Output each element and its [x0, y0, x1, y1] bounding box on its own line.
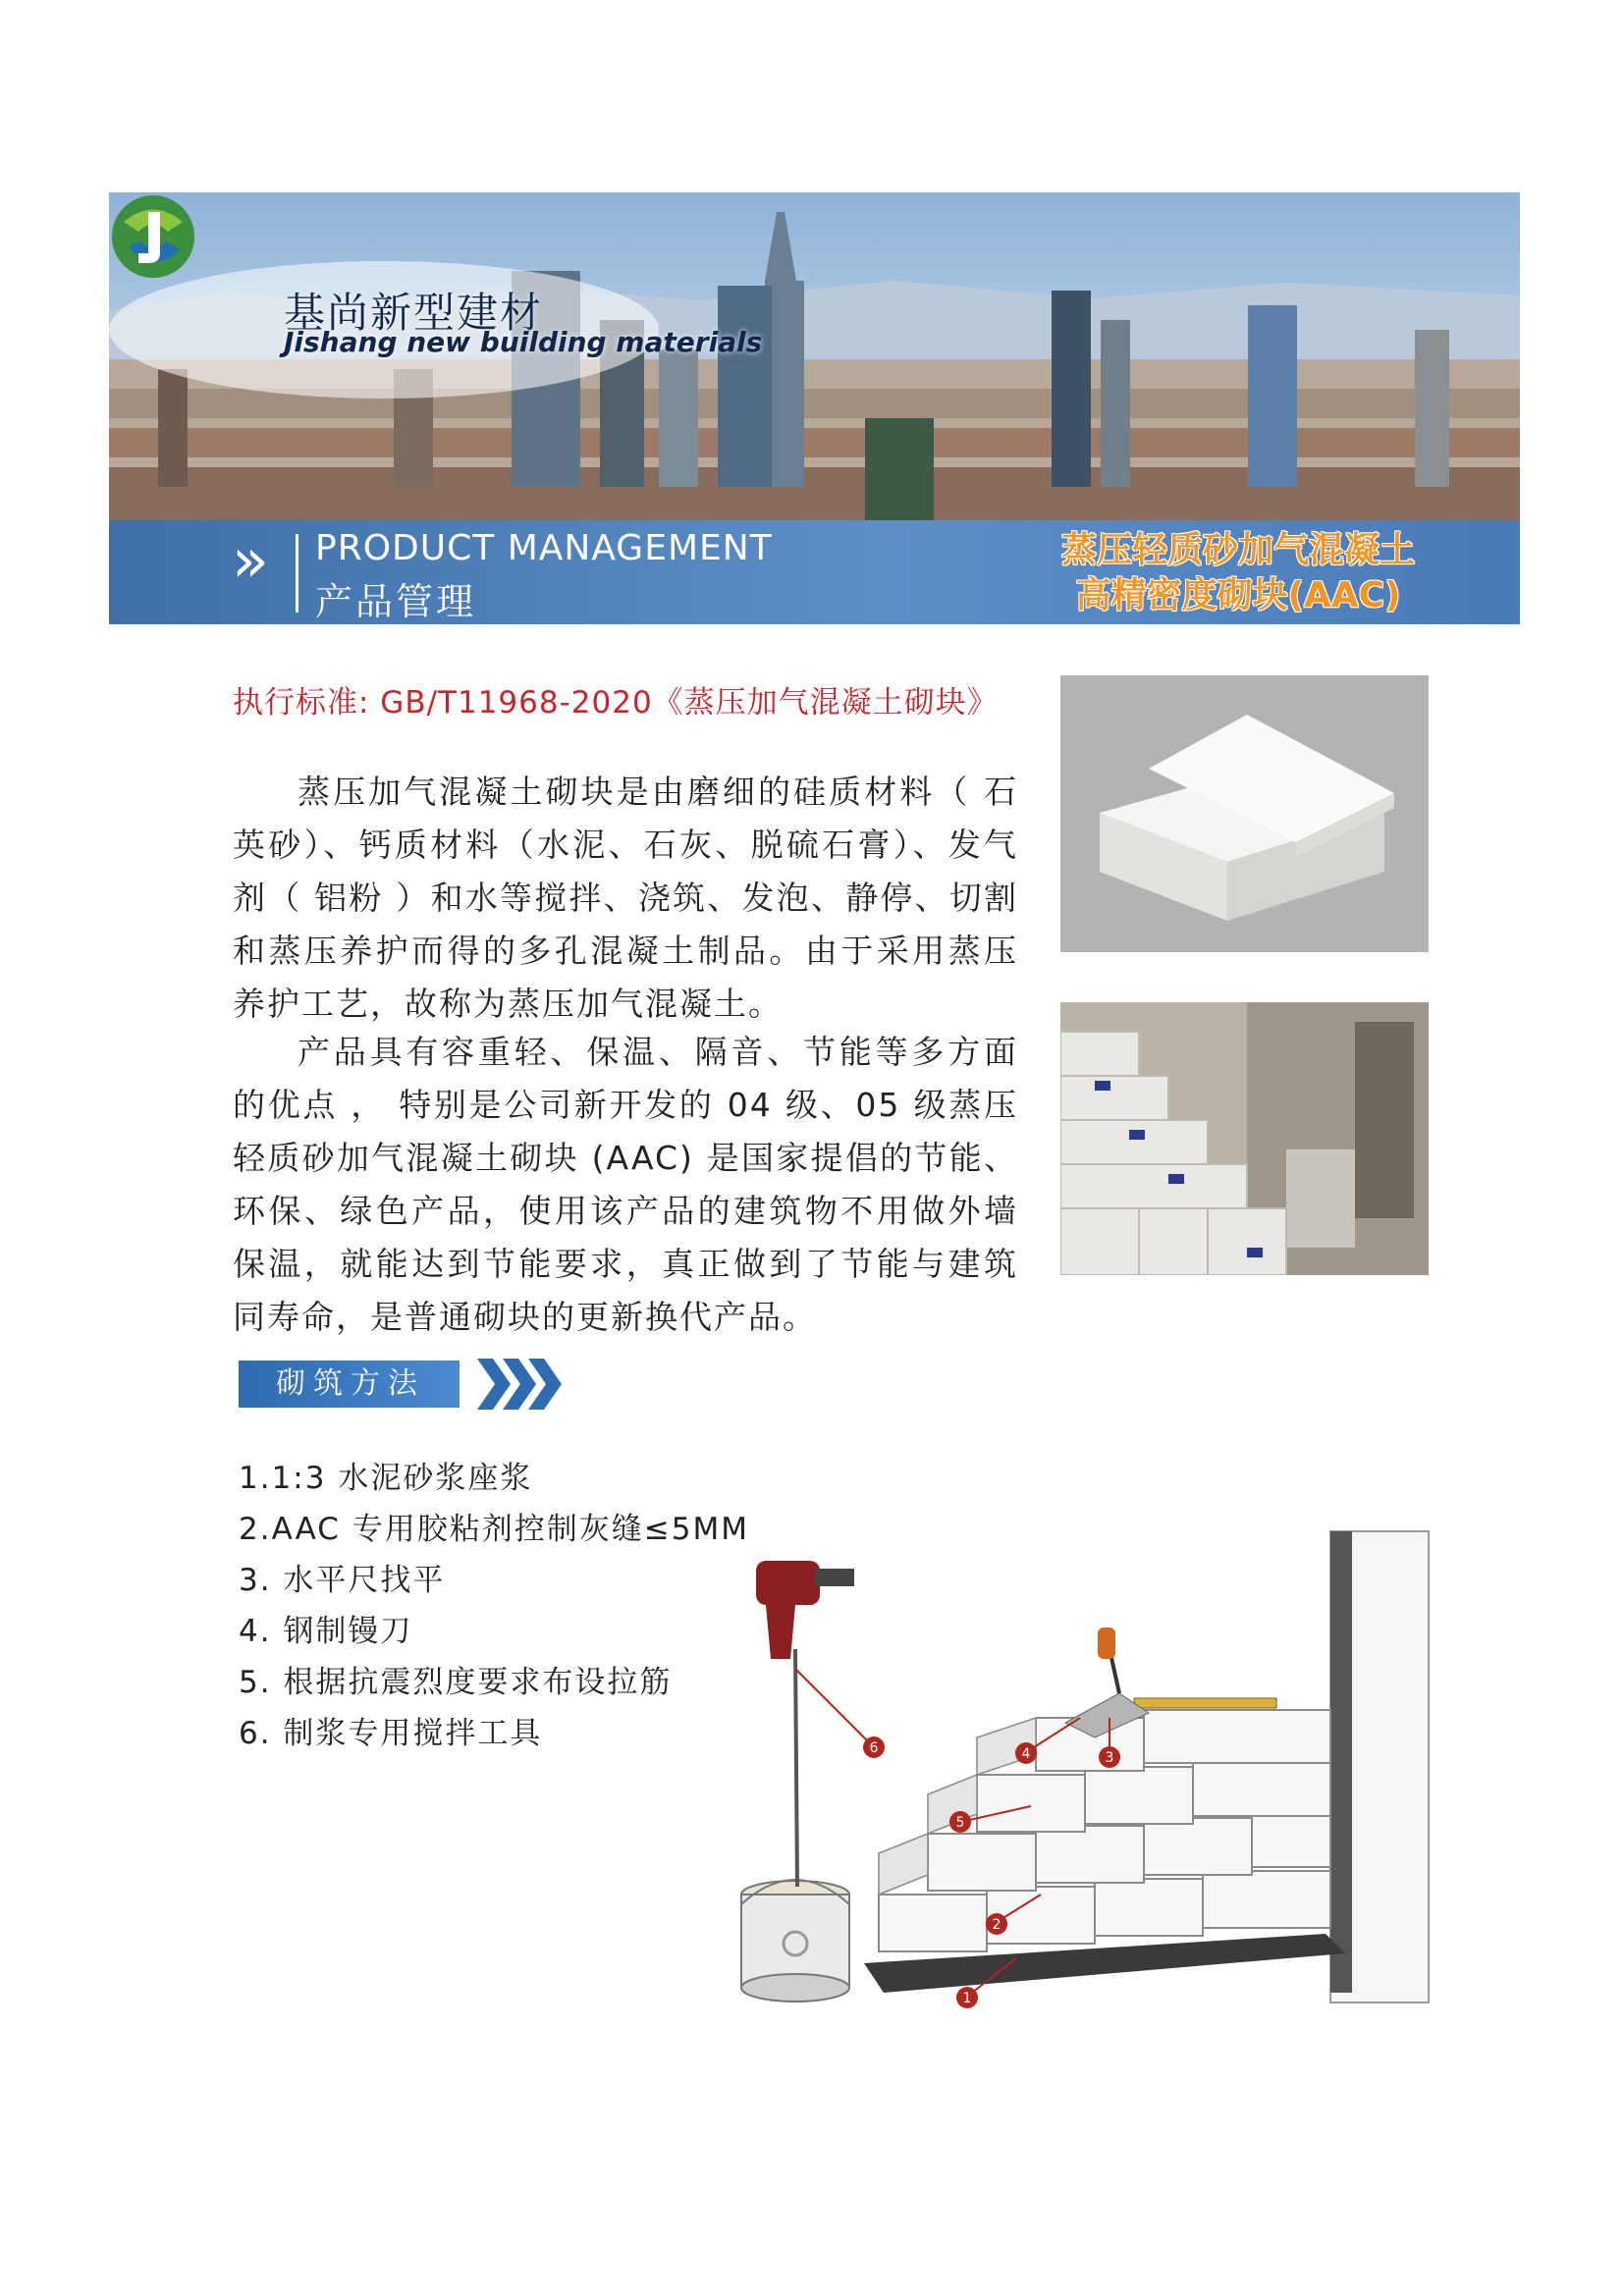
- step-item: 5. 根据抗震烈度要求布设拉筋: [239, 1665, 673, 1700]
- step-item: 1.1:3 水泥砂浆座浆: [239, 1461, 533, 1496]
- callout-4: 4: [1021, 1746, 1031, 1762]
- header-banner: [109, 192, 1520, 624]
- intro-paragraph: 蒸压加气混凝土砌块是由磨细的硅质材料（ 石英砂）、钙质材料（水泥、石灰、脱硫石膏）、发气剂（ 铝粉 ）和水等搅拌、浇筑、发泡、静停、切割和蒸压养护而得的多孔混凝土制品。由于采用蒸压养护工艺，故称为蒸压加气混凝土。: [233, 773, 1018, 1023]
- product-title: [993, 528, 1484, 618]
- product-title-line2: 高精密度砌块(AAC): [1075, 575, 1401, 615]
- brand-name-cn: 基尚新型建材: [284, 289, 544, 337]
- advantages-paragraph: 产品具有容重轻、保温、隔音、节能等多方面的优点 ， 特别是公司新开发的 04 级、05 级蒸压轻质砂加气混凝土砌块 (AAC) 是国家提倡的节能、环保、绿色产品，使用该产品的建筑物不用做外墙保温，就能达到节能要求，真正做到了节能与建筑同寿命，是普通砌块的更新换代产品。: [233, 1033, 1018, 1336]
- product-title-line1: 蒸压轻质砂加气混凝土: [1060, 530, 1415, 570]
- triple-chevron-icon: [477, 1359, 566, 1410]
- divider: [296, 534, 298, 613]
- method-tab: 砌筑方法: [239, 1361, 460, 1408]
- step-item: 6. 制浆专用搅拌工具: [239, 1716, 543, 1751]
- callout-1: 1: [962, 1991, 972, 2006]
- step-item: 3. 水平尺找平: [239, 1563, 446, 1598]
- callout-3: 3: [1105, 1750, 1114, 1766]
- callout-6: 6: [869, 1740, 879, 1756]
- section-title-en: PRODUCT MANAGEMENT: [315, 528, 773, 568]
- double-chevron-icon: »: [232, 524, 269, 596]
- brand-name-en: Jishang new building materials: [284, 326, 763, 358]
- callout-5: 5: [955, 1815, 965, 1831]
- section-title-cn: 产品管理: [315, 580, 477, 623]
- step-item: 2.AAC 专用胶粘剂控制灰缝≤5MM: [239, 1512, 749, 1547]
- method-steps: [239, 1453, 749, 1759]
- execution-standard: 执行标准: GB/T11968-2020《蒸压加气混凝土砌块》: [233, 685, 999, 721]
- aac-block-photo: [1060, 675, 1429, 952]
- step-item: 4. 钢制镘刀: [239, 1614, 413, 1649]
- aac-wall-construction-photo: [1060, 1002, 1429, 1275]
- masonry-illustration: [687, 1522, 1453, 2032]
- callout-2: 2: [992, 1917, 1001, 1933]
- company-logo-icon: [109, 192, 197, 281]
- section-bar: [109, 520, 1520, 624]
